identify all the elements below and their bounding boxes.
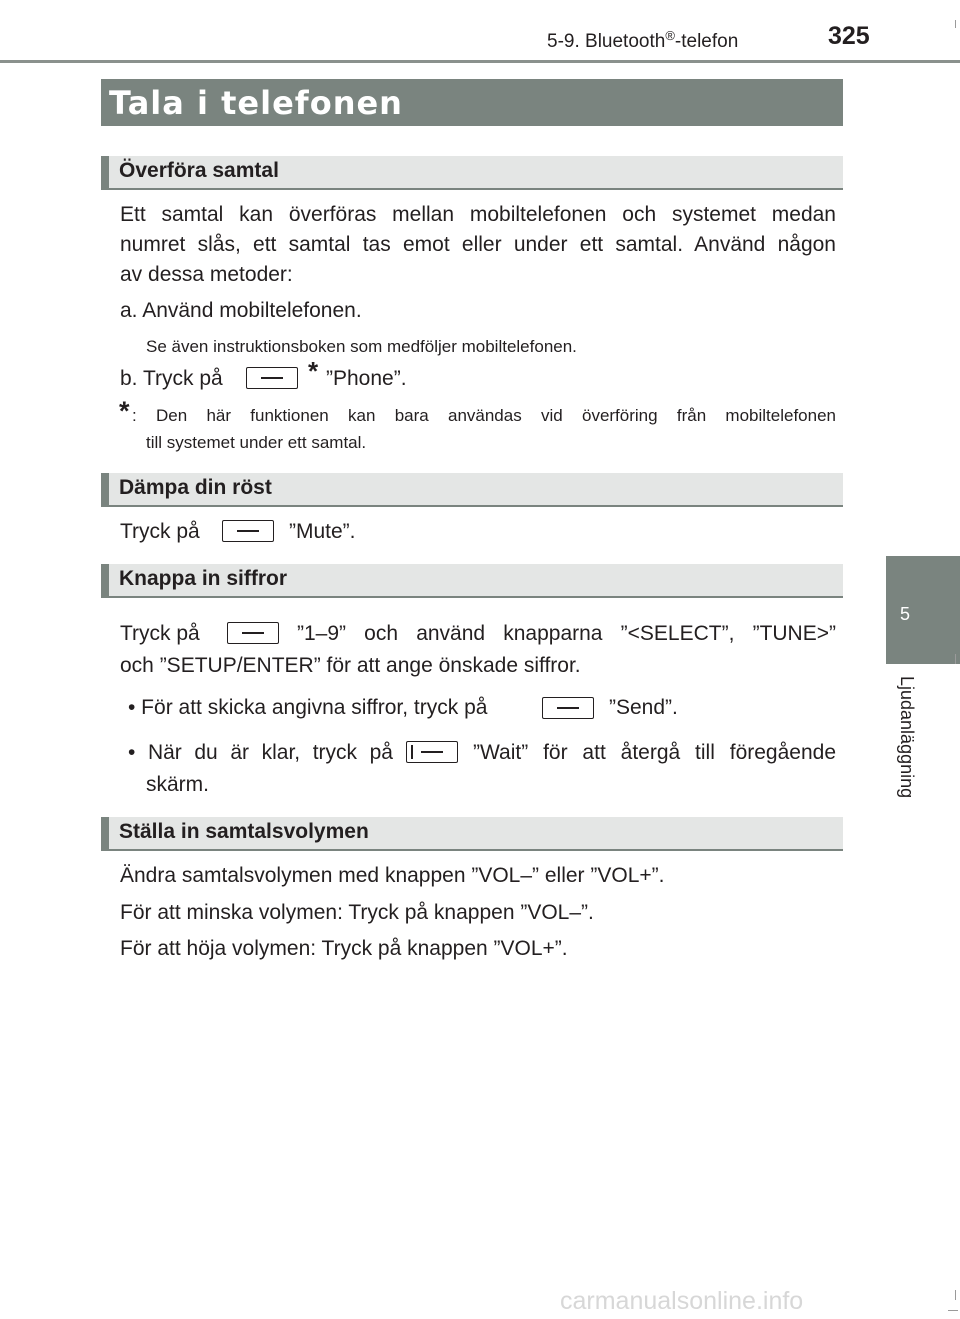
transfer-item-b-prefix: b. Tryck på xyxy=(120,367,223,390)
transfer-intro-line: av dessa metoder: xyxy=(120,263,293,286)
digits-bullet-line: skärm. xyxy=(146,773,209,796)
transfer-intro-line: Ett samtal kan överföras mellan mobiltelefonen och systemet medan xyxy=(120,203,836,226)
digits-line-suffix: ”1–9” och använd knapparna ”<SELECT”, ”TUNE>” xyxy=(297,622,836,645)
crop-mark xyxy=(955,1290,956,1300)
section-heading-label: Knappa in siffror xyxy=(119,567,288,590)
header-divider xyxy=(0,60,960,63)
digits-bullet-prefix: • När du är klar, tryck på xyxy=(128,741,393,764)
section-title-prefix: 5-9. Bluetooth xyxy=(547,31,666,52)
mute-text-suffix: ”Mute”. xyxy=(289,520,356,543)
transfer-item-a-note: Se även instruktionsboken som medföljer mobiltelefonen. xyxy=(146,337,577,356)
section-title-suffix: -telefon xyxy=(674,31,739,52)
digits-line-prefix: Tryck på xyxy=(120,622,200,645)
transfer-item-a: a. Använd mobiltelefonen. xyxy=(120,299,362,322)
chapter-label: Ljudanläggning xyxy=(897,676,917,799)
section-heading-transfer xyxy=(101,156,843,190)
digits-bullet-suffix: ”Wait” för att återgå till föregående xyxy=(473,741,836,764)
section-heading-volume xyxy=(101,817,843,851)
transfer-intro-line: numret slås, ett samtal tas emot eller under ett samtal. Använd någon xyxy=(120,233,836,256)
footnote-asterisk: * xyxy=(119,396,130,426)
footnote-line: : Den här funktionen kan bara användas vid överföring från mobiltelefonen xyxy=(132,406,836,425)
volume-line: Ändra samtalsvolymen med knappen ”VOL–” eller ”VOL+”. xyxy=(120,864,665,887)
wait-button-icon xyxy=(406,741,458,763)
section-heading-mute xyxy=(101,473,843,507)
crop-mark xyxy=(955,654,956,664)
transfer-item-b-suffix: ”Phone”. xyxy=(326,367,407,390)
page-title-bar xyxy=(101,79,843,126)
section-heading-label: Dämpa din röst xyxy=(119,476,272,499)
section-heading-label: Överföra samtal xyxy=(119,159,279,182)
volume-line: För att minska volymen: Tryck på knappen ”VOL–”. xyxy=(120,901,594,924)
asterisk-mark: * xyxy=(308,356,319,386)
digits-button-icon xyxy=(227,622,279,644)
crop-mark xyxy=(955,20,956,28)
phone-button-icon xyxy=(246,367,298,389)
crop-mark xyxy=(948,1310,958,1311)
digits-bullet-prefix: • För att skicka angivna siffror, tryck på xyxy=(128,696,488,719)
section-title xyxy=(547,28,738,53)
mute-button-icon xyxy=(222,520,274,542)
mute-text-prefix: Tryck på xyxy=(120,520,200,543)
section-heading-digits xyxy=(101,564,843,598)
registered-mark: ® xyxy=(665,28,675,43)
page-title: Tala i telefonen xyxy=(109,84,403,122)
digits-line: och ”SETUP/ENTER” för att ange önskade siffror. xyxy=(120,654,581,677)
watermark: carmanualsonline.info xyxy=(560,1287,804,1315)
volume-line: För att höja volymen: Tryck på knappen ”VOL+”. xyxy=(120,937,568,960)
page-number: 325 xyxy=(828,22,870,50)
send-button-icon xyxy=(542,697,594,719)
footnote-line: till systemet under ett samtal. xyxy=(146,433,367,452)
digits-bullet-suffix: ”Send”. xyxy=(609,696,678,719)
section-heading-label: Ställa in samtalsvolymen xyxy=(119,820,369,843)
chapter-number: 5 xyxy=(899,604,910,624)
